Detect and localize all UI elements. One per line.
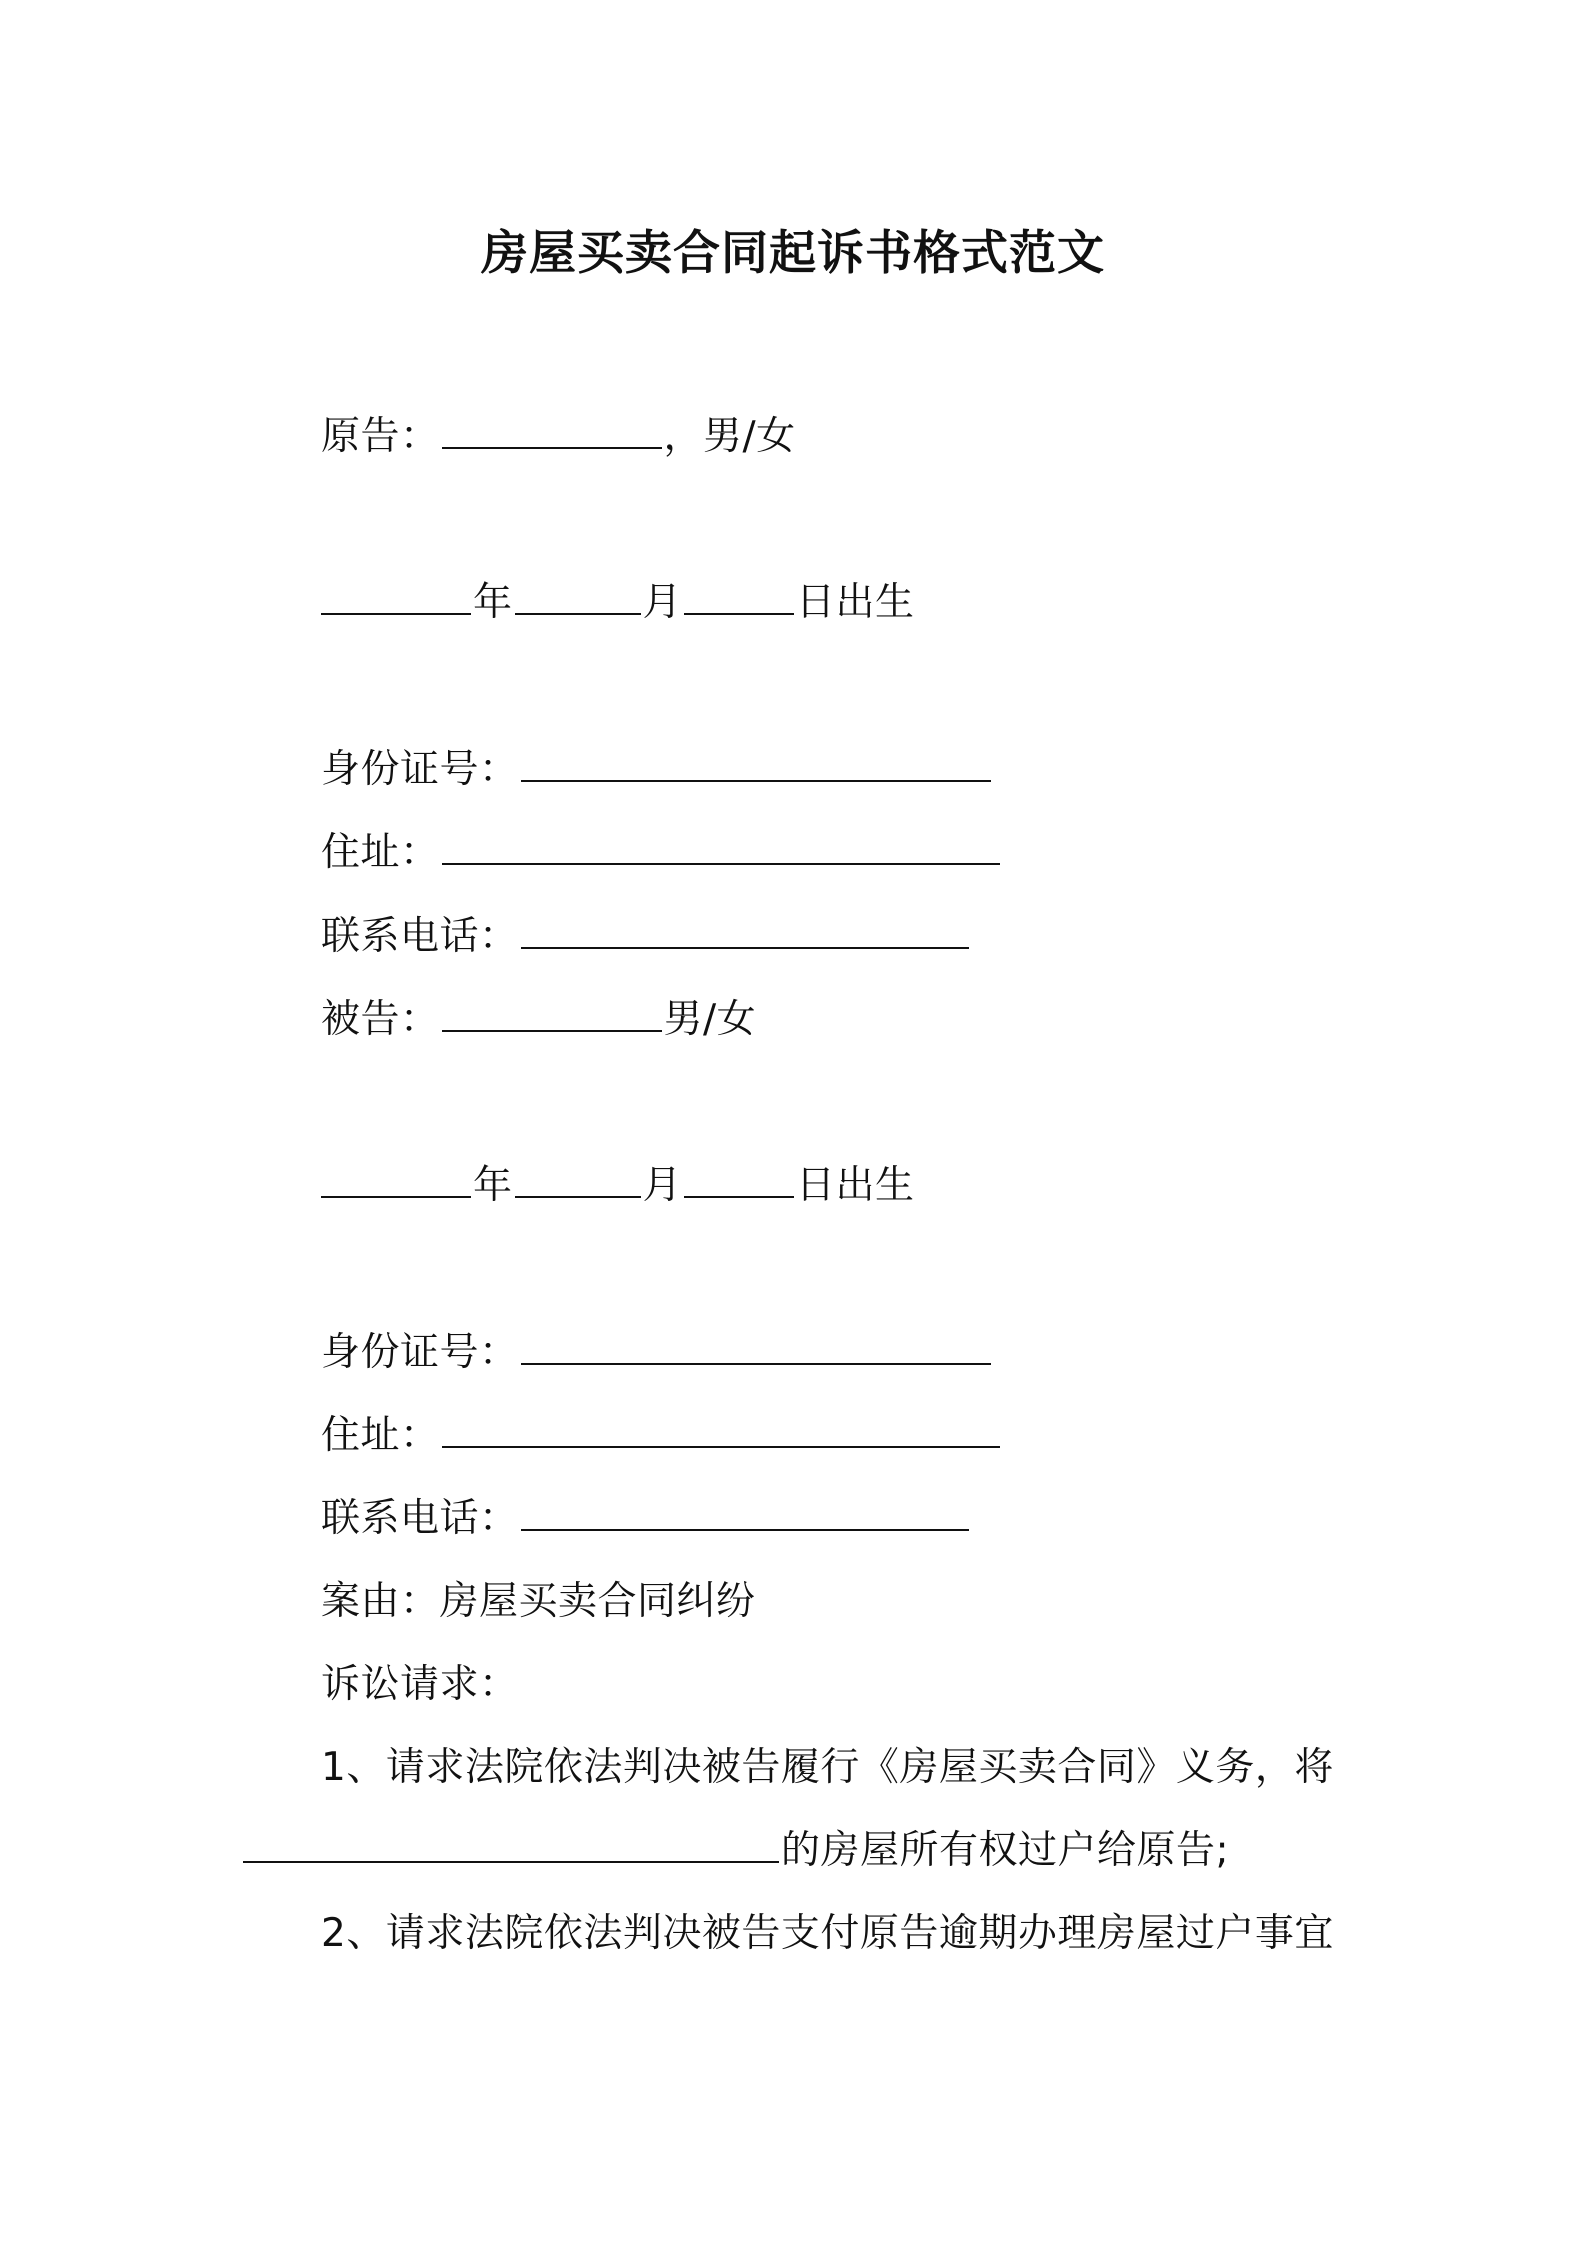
- defendant-label: 被告：: [321, 997, 440, 1042]
- claim-1-line-2-text: 的房屋所有权过户给原告;: [781, 1828, 1230, 1873]
- birth-day-label: 日出生: [796, 580, 915, 625]
- defendant-name-blank: [442, 996, 662, 1032]
- plaintiff-address-blank: [442, 829, 1000, 865]
- plaintiff-address-line: [321, 828, 1002, 878]
- defendant-phone-blank: [521, 1495, 969, 1531]
- defendant-phone-line: [321, 1494, 971, 1544]
- claim-1-line-2: [243, 1826, 1229, 1876]
- plaintiff-birth-line: [321, 578, 915, 628]
- defendant-address-label: 住址：: [321, 1413, 440, 1458]
- defendant-birth-line: [321, 1161, 915, 1211]
- birth-day-label: 日出生: [796, 1163, 915, 1208]
- birth-year-blank: [321, 1162, 471, 1198]
- document-title: 房屋买卖合同起诉书格式范文: [481, 226, 1105, 281]
- birth-month-blank: [515, 579, 641, 615]
- birth-year-label: 年: [473, 580, 513, 625]
- plaintiff-id-blank: [521, 746, 991, 782]
- plaintiff-name-blank: [442, 413, 662, 449]
- claims-heading: 诉讼请求：: [321, 1662, 519, 1707]
- plaintiff-id-line: [321, 745, 993, 795]
- plaintiff-id-label: 身份证号：: [321, 747, 519, 792]
- defendant-id-label: 身份证号：: [321, 1330, 519, 1375]
- defendant-id-blank: [521, 1329, 991, 1365]
- defendant-address-line: [321, 1411, 1002, 1461]
- defendant-address-blank: [442, 1412, 1000, 1448]
- plaintiff-address-label: 住址：: [321, 830, 440, 875]
- plaintiff-phone-blank: [521, 913, 969, 949]
- defendant-line: [321, 995, 756, 1045]
- birth-month-label: 月: [642, 580, 683, 625]
- birth-year-label: 年: [473, 1163, 513, 1208]
- birth-month-label: 月: [642, 1163, 683, 1208]
- plaintiff-phone-line: [321, 912, 971, 962]
- property-address-blank: [243, 1827, 779, 1863]
- birth-year-blank: [321, 579, 471, 615]
- defendant-gender: 男/女: [663, 997, 757, 1042]
- plaintiff-line: [321, 412, 796, 462]
- birth-day-blank: [684, 579, 794, 615]
- claim-2-line-1: 2、请求法院依法判决被告支付原告逾期办理房屋过户事宜: [321, 1911, 1334, 1956]
- defendant-phone-label: 联系电话：: [321, 1496, 519, 1541]
- defendant-id-line: [321, 1328, 993, 1378]
- case-cause: 案由：房屋买卖合同纠纷: [321, 1579, 756, 1624]
- plaintiff-phone-label: 联系电话：: [321, 914, 519, 959]
- birth-day-blank: [684, 1162, 794, 1198]
- birth-month-blank: [515, 1162, 641, 1198]
- plaintiff-gender: ，男/女: [663, 414, 796, 459]
- claim-1-line-1: 1、请求法院依法判决被告履行《房屋买卖合同》义务，将: [321, 1745, 1334, 1790]
- plaintiff-label: 原告：: [321, 414, 440, 459]
